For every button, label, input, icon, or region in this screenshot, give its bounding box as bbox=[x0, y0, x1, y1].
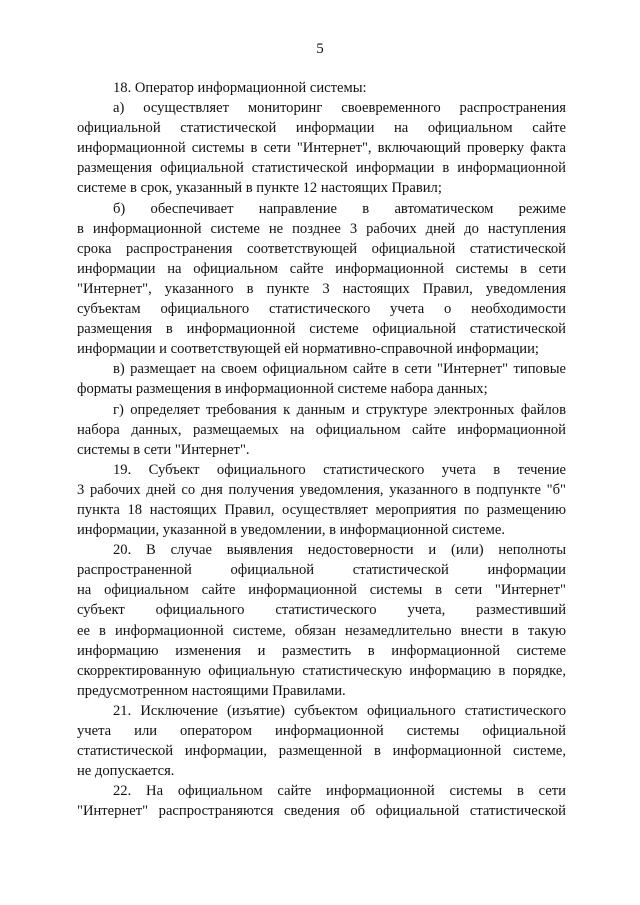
text-line: учета или оператором информационной системы официальной bbox=[77, 723, 566, 739]
text-line: распространенной официальной статистической информации bbox=[77, 562, 566, 579]
text-line: б) обеспечивает направление в автоматическом режиме bbox=[113, 200, 566, 217]
text-line: а) осуществляет мониторинг своевременного распространения bbox=[113, 100, 566, 117]
text-line: субъект официального статистического учета, разместивший bbox=[77, 602, 566, 619]
text-line: 21. Исключение (изъятие) субъектом официального статистического bbox=[113, 702, 566, 719]
text-line: в) размещает на своем официальном сайте в сети "Интернет" типовые bbox=[113, 361, 566, 378]
text-line: форматы размещения в информационной системе набора данных; bbox=[77, 381, 488, 398]
text-line: в информационной системе не позднее 3 рабочих дней до наступления bbox=[77, 220, 566, 237]
paragraph bbox=[77, 781, 566, 821]
text-line: 18. Оператор информационной системы: bbox=[113, 80, 367, 96]
paragraph bbox=[77, 701, 566, 781]
text-line: системе в срок, указанный в пункте 12 настоящих Правил; bbox=[77, 180, 442, 197]
text-line: г) определяет требования к данным и структуре электронных файлов bbox=[113, 401, 566, 418]
text-line: информации, указанной в уведомлении, в информационной системе. bbox=[77, 522, 506, 539]
paragraph bbox=[77, 359, 566, 399]
text-line: набора данных, размещаемых на официальном сайте информационной bbox=[77, 421, 566, 438]
text-line: информации и соответствующей ей нормативно-справочной информации; bbox=[77, 341, 539, 358]
text-line: ее в информационной системе, обязан незамедлительно внести в такую bbox=[77, 622, 566, 639]
text-line: размещения в информационной системе официальной статистической bbox=[77, 321, 566, 338]
text-line: 20. В случае выявления недостоверности и (или) неполноты bbox=[113, 542, 566, 559]
text-line: официальной статистической информации на официальном сайте bbox=[77, 120, 566, 137]
text-line: скорректированную официальную статистическую информацию в порядке, bbox=[77, 662, 566, 679]
text-line: статистической информации, размещенной в информационной системе, bbox=[77, 743, 566, 760]
text-line: информации на официальном сайте информационной системы в сети bbox=[77, 260, 566, 277]
paragraph bbox=[77, 78, 566, 98]
text-line: пункта 18 настоящих Правил, осуществляет мероприятия по размещению bbox=[77, 501, 566, 518]
text-line: на официальном сайте информационной системы в сети "Интернет" bbox=[77, 582, 566, 599]
text-line: информационной системы в сети "Интернет", включающий проверку факта bbox=[77, 140, 566, 157]
text-line: субъектам официального статистического учета о необходимости bbox=[77, 301, 566, 318]
paragraph bbox=[77, 400, 566, 460]
paragraph bbox=[77, 460, 566, 540]
paragraph bbox=[77, 98, 566, 198]
document-body bbox=[77, 78, 566, 821]
text-line: размещения официальной статистической информации в информационной bbox=[77, 160, 566, 177]
text-line: "Интернет", указанного в пункте 3 настоящих Правил, уведомления bbox=[77, 280, 566, 297]
text-line: 19. Субъект официального статистического учета в течение bbox=[113, 461, 566, 478]
text-line: информацию изменения и разместить в информационной системе bbox=[77, 642, 566, 659]
text-line: предусмотренном настоящими Правилами. bbox=[77, 682, 346, 699]
paragraph bbox=[77, 199, 566, 360]
paragraph bbox=[77, 540, 566, 701]
page-number: 5 bbox=[316, 41, 324, 57]
text-line: "Интернет" распространяются сведения об официальной статистической bbox=[77, 803, 566, 820]
text-line: 22. На официальном сайте информационной системы в сети bbox=[113, 783, 566, 800]
text-line: не допускается. bbox=[77, 763, 175, 780]
text-line: 3 рабочих дней со дня получения уведомления, указанного в подпункте "б" bbox=[77, 481, 566, 498]
text-line: срока распространения соответствующей официальной статистической bbox=[77, 240, 566, 257]
text-line: системы в сети "Интернет". bbox=[77, 441, 250, 458]
